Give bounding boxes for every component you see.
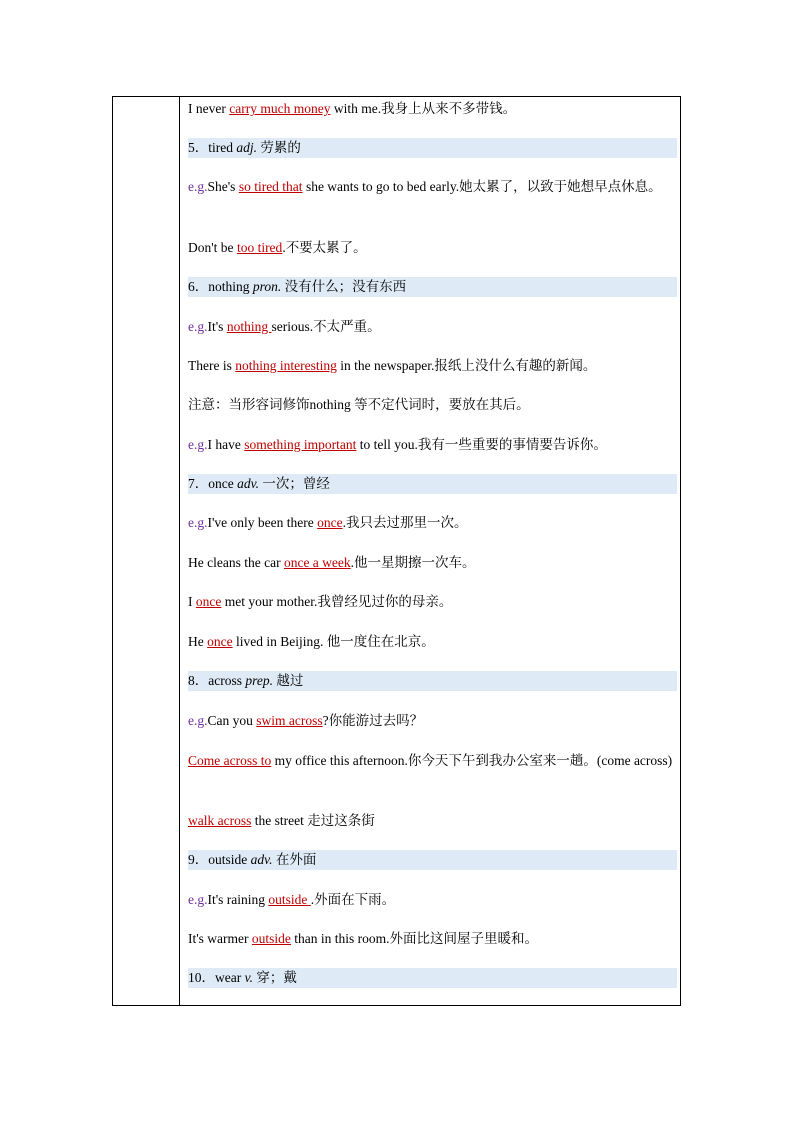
entry-number: 8．: [188, 673, 209, 688]
sentence-text: serious.不太严重。: [271, 319, 381, 334]
sentence-text: to tell you.我有一些重要的事情要告诉你。: [356, 437, 607, 452]
entry-number: 5．: [188, 140, 209, 155]
example-sentence: [188, 592, 677, 612]
sentence-text: I have: [207, 437, 245, 452]
example-sentence: [188, 711, 677, 731]
entry-word: outside: [208, 852, 251, 867]
highlighted-phrase: something important: [244, 437, 357, 452]
table-left-column: [113, 97, 180, 1005]
eg-marker: e.g.: [188, 515, 208, 530]
entry-meaning: 劳累的: [257, 140, 301, 155]
entry-word: tired: [208, 140, 237, 155]
part-of-speech: v.: [244, 970, 253, 985]
entry-heading-nothing: [188, 277, 677, 297]
sentence-text: It's warmer: [188, 931, 252, 946]
example-sentence: [188, 356, 677, 376]
usage-note: [188, 395, 677, 415]
entry-word: nothing: [208, 279, 253, 294]
entry-number: 6．: [188, 279, 209, 294]
entry-heading-outside: [188, 850, 677, 870]
highlighted-phrase: nothing interesting: [235, 358, 337, 373]
entry-word: across: [208, 673, 246, 688]
note-text: 注意：当形容词修饰nothing 等不定代词时，要放在其后。: [188, 397, 530, 412]
sentence-text: It's: [207, 319, 227, 334]
highlighted-phrase: walk across: [188, 813, 252, 828]
example-sentence: [188, 99, 677, 119]
sentence-text: .我只去过那里一次。: [342, 515, 468, 530]
sentence-text: I: [188, 594, 196, 609]
part-of-speech: pron.: [252, 279, 282, 294]
entry-meaning: 没有什么；没有东西: [281, 279, 407, 294]
entry-heading-once: [188, 474, 677, 494]
eg-marker: e.g.: [188, 437, 208, 452]
sentence-text: I've only been there: [207, 515, 318, 530]
highlighted-phrase: carry much money: [229, 101, 331, 116]
example-sentence: [188, 435, 677, 455]
highlighted-phrase: once: [207, 634, 233, 649]
sentence-text: He cleans the car: [188, 555, 284, 570]
highlighted-phrase: once a week: [283, 555, 351, 570]
sentence-text: than in this room.外面比这间屋子里暖和。: [290, 931, 539, 946]
sentence-text: ?你能游过去吗？: [322, 713, 424, 728]
highlighted-phrase: too tired: [236, 240, 283, 255]
entry-number: 10．: [188, 970, 215, 985]
part-of-speech: adj.: [236, 140, 258, 155]
highlighted-phrase: outside: [268, 892, 311, 907]
highlighted-phrase: swim across: [256, 713, 323, 728]
eg-marker: e.g.: [188, 319, 208, 334]
highlighted-phrase: once: [195, 594, 222, 609]
entry-meaning: 越过: [273, 673, 304, 688]
eg-marker: e.g.: [188, 179, 208, 194]
highlighted-phrase: outside: [251, 931, 291, 946]
example-sentence: [188, 751, 677, 771]
eg-marker: e.g.: [188, 892, 208, 907]
highlighted-phrase: Come across to: [188, 753, 272, 768]
example-sentence: [188, 632, 677, 652]
entry-heading-tired: [188, 138, 677, 158]
example-sentence: [188, 513, 677, 533]
part-of-speech: adv.: [237, 476, 259, 491]
example-sentence: [188, 811, 677, 831]
sentence-text: .外面在下雨。: [310, 892, 396, 907]
entry-meaning: 一次；曾经: [258, 476, 330, 491]
sentence-text: I never: [188, 101, 230, 116]
sentence-text: .不要太累了。: [282, 240, 367, 255]
entry-heading-wear: [188, 968, 677, 988]
sentence-text: It's raining: [207, 892, 269, 907]
entry-heading-across: [188, 671, 677, 691]
sentence-text: my office this afternoon.你今天下午到我办公室来一趟。(come across): [271, 753, 673, 768]
entry-meaning: 在外面: [272, 852, 317, 867]
highlighted-phrase: so tired that: [238, 179, 303, 194]
sentence-text: with me.我身上从来不多带钱。: [330, 101, 517, 116]
sentence-text: Can you: [207, 713, 257, 728]
sentence-text: in the newspaper.报纸上没什么有趣的新闻。: [336, 358, 597, 373]
entry-word: once: [208, 476, 238, 491]
highlighted-phrase: once: [317, 515, 343, 530]
sentence-text: met your mother.我曾经见过你的母亲。: [221, 594, 453, 609]
sentence-text: .他一星期擦一次车。: [350, 555, 476, 570]
sentence-text: She's: [207, 179, 239, 194]
sentence-text: she wants to go to bed early.她太累了，以致于她想早点休息。: [302, 179, 662, 194]
part-of-speech: adv.: [250, 852, 273, 867]
vocabulary-table: [112, 96, 681, 1006]
example-sentence: [188, 238, 677, 258]
example-sentence: [188, 177, 677, 197]
sentence-text: There is: [188, 358, 236, 373]
part-of-speech: prep.: [245, 673, 273, 688]
sentence-text: Don't be: [188, 240, 237, 255]
sentence-text: lived in Beijing. 他一度住在北京。: [232, 634, 435, 649]
sentence-text: He: [188, 634, 208, 649]
example-sentence: [188, 317, 677, 337]
entry-number: 9．: [188, 852, 209, 867]
example-sentence: [188, 929, 677, 949]
example-sentence: [188, 553, 677, 573]
entry-word: wear: [215, 970, 245, 985]
highlighted-phrase: nothing: [226, 319, 272, 334]
entry-meaning: 穿；戴: [252, 970, 297, 985]
example-sentence: [188, 890, 677, 910]
eg-marker: e.g.: [188, 713, 208, 728]
sentence-text: the street 走过这条街: [251, 813, 375, 828]
entry-number: 7．: [188, 476, 209, 491]
